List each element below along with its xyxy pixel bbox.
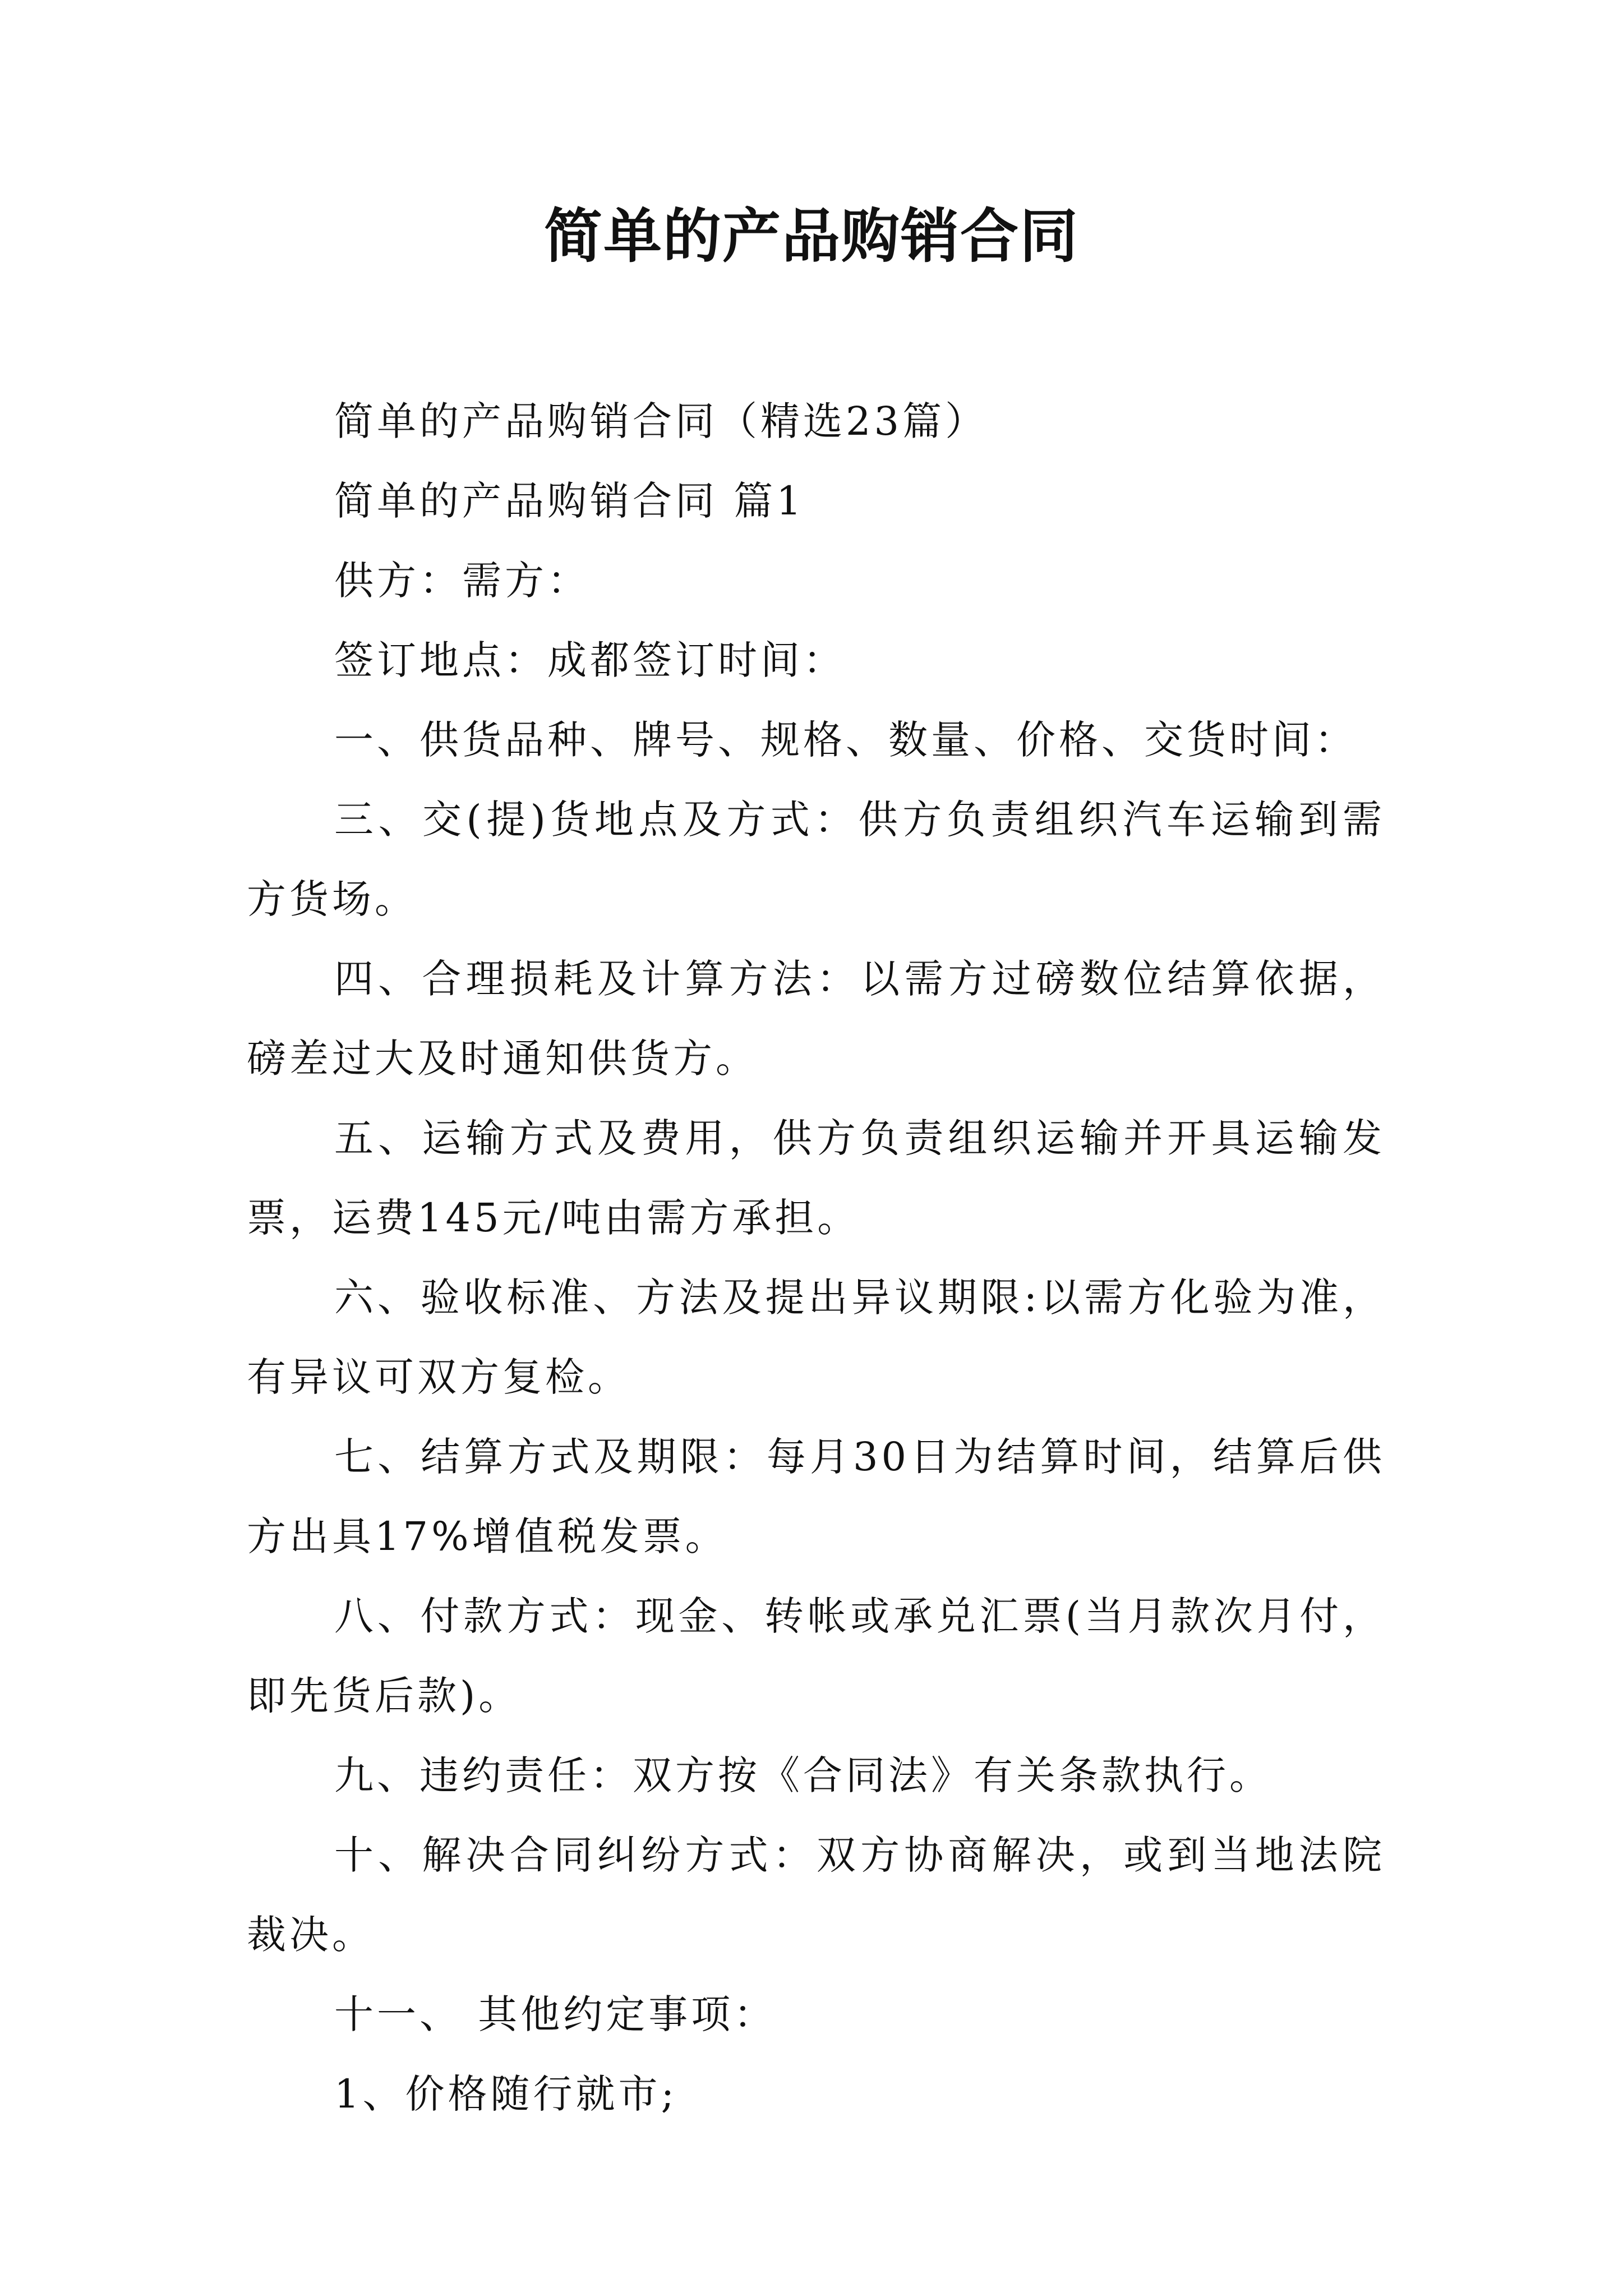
clause-1-supply-items: 一、供货品种、牌号、规格、数量、价格、交货时间： [334,717,1357,763]
document-body [247,381,1385,2134]
clause-5-transport: 五、运输方式及费用，供方负责组织运输并开具运输发票，运费145元/吨由需方承担。 [247,1115,1385,1241]
clause-4-loss: 四、合理损耗及计算方法：以需方过磅数位结算依据，磅差过大及时通知供货方。 [247,956,1385,1082]
clause-11-item-1: 1、价格随行就市; [334,2071,678,2117]
paragraph-chapter-heading: 简单的产品购销合同 篇1 [334,478,805,524]
clause-10-disputes: 十、解决合同纠纷方式：双方协商解决，或到当地法院裁决。 [247,1832,1385,1958]
clause-3-delivery: 三、交(提)货地点及方式：供方负责组织汽车运输到需方货场。 [247,797,1385,922]
clause-7-settlement: 七、结算方式及期限：每月30日为结算时间，结算后供方出具17%增值税发票。 [247,1434,1385,1559]
paragraph-parties: 供方：需方： [334,558,590,604]
paragraph-signing-info: 签订地点：成都签订时间： [334,637,846,683]
clause-6-acceptance: 六、验收标准、方法及提出异议期限:以需方化验为准，有异议可双方复检。 [247,1274,1385,1400]
paragraph-collection-title: 简单的产品购销合同（精选23篇） [334,398,988,444]
clause-9-liability: 九、违约责任：双方按《合同法》有关条款执行。 [334,1752,1272,1798]
clause-11-other: 十一、 其他约定事项： [334,1991,777,2037]
clause-8-payment: 八、付款方式：现金、转帐或承兑汇票(当月款次月付，即先货后款)。 [247,1593,1385,1719]
document-title: 简单的产品购销合同 [543,202,1079,270]
